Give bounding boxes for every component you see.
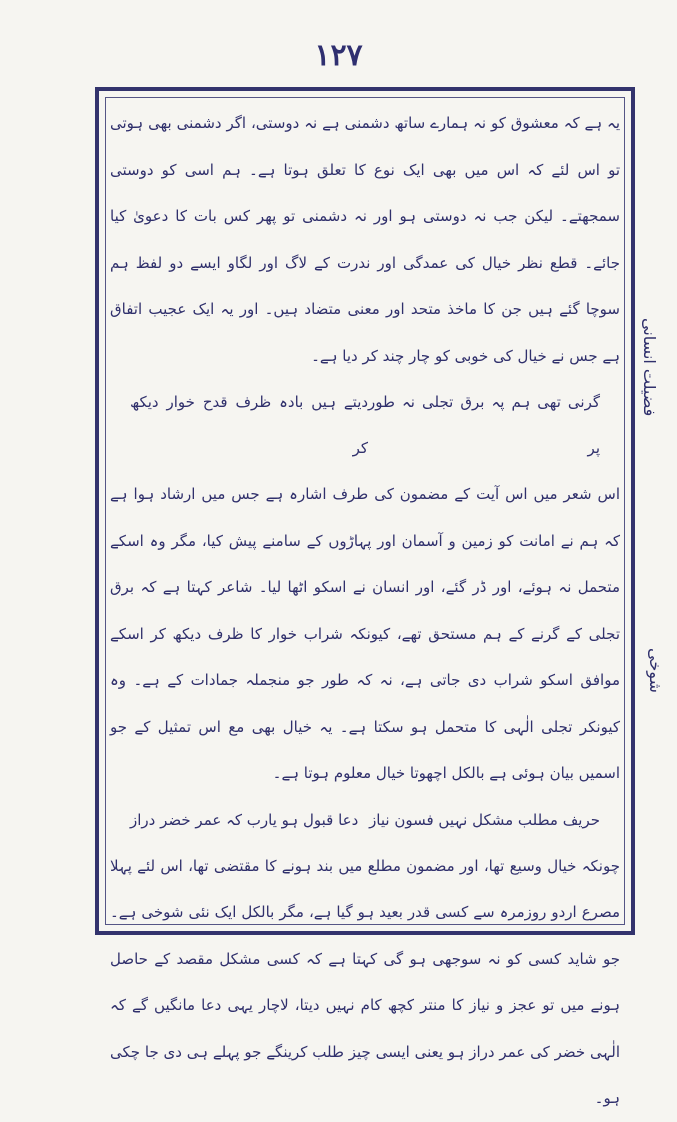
paragraph-3: چونکہ خیال وسیع تھا، اور مضمون مطلع میں بند ہونے کا مقتضی تھا، اس لئے پہلا مصرع اردو روزمرہ سے کسی قدر بعید ہو گیا ہے، مگر بالکل ایک نئی شوخی ہے۔ جو شاید کسی کو نہ سوجھی ہو گی کہتا ہے کہ کسی مشکل مقصد کے حاصل ہونے میں تو عجز و نیاز کا منتر کچھ کام نہیں دیتا، لاچار یہی دعا مانگیں گے کہ الٰہی خضر کی عمر دراز ہو یعنی ایسی چیز طلب کرینگے جو پہلے ہی دی جا چکی ہو۔ (110, 856, 620, 1107)
margin-note-1: فضیلت انسانی (640, 318, 659, 417)
couplet-2 (110, 797, 620, 843)
paragraph-1: یہ ہے کہ معشوق کو نہ ہمارے ساتھ دشمنی ہے نہ دوستی، اگر دشمنی بھی ہوتی تو اس لئے کہ اس میں بھی ایک نوع کا تعلق ہوتا ہے۔ ہم اسی کو دوستی سمجھتے۔ لیکن جب نہ دوستی ہو اور نہ دشمنی تو پھر کس بات کا دعویٰ کیا جائے۔ قطع نظر خیال کی عمدگی اور ندرت کے لاگ اور لگاو ایسے دو لفظ ہم سوچا گئے ہیں جن کا ماخذ متحد اور معنی متضاد ہیں۔ اور یہ ایک عجیب اتفاق ہے جس نے خیال کی خوبی کو چار چند کر دیا ہے۔ (110, 114, 620, 365)
couplet-2-second-line: دعا قبول ہو یارب کہ عمر خضر دراز (130, 810, 359, 829)
couplet-1-first-line: گرنی تھی ہم پہ برق تجلی نہ طور پر (368, 393, 600, 457)
couplet-1-second-line: دیتے ہیں بادہ ظرف قدح خوار دیکھ کر (130, 393, 369, 457)
couplet-1 (110, 379, 620, 471)
page-number: ۱۲۷ (314, 38, 363, 73)
page-body (110, 100, 620, 1122)
margin-note-2: شوخی (646, 648, 665, 693)
couplet-2-first-line: حریف مطلب مشکل نہیں فسون نیاز (369, 810, 600, 829)
paragraph-2: اس شعر میں اس آیت کے مضمون کی طرف اشارہ ہے جس میں ارشاد ہوا ہے کہ ہم نے امانت کو زمین و آسمان اور پہاڑوں کے سامنے پیش کیا، مگر وہ اسکے متحمل نہ ہوئے، اور ڈر گئے، اور انسان نے اسکو اٹھا لیا۔ شاعر کہتا ہے کہ برق تجلی کے گرنے کے ہم مستحق تھے، کیونکہ شراب خوار کا ظرف دیکھ کر اسکے موافق اسکو شراب دی جاتی ہے، نہ کہ طور جو منجملہ جمادات کے ہے۔ وہ کیونکر تجلی الٰہی کا متحمل ہو سکتا ہے۔ یہ خیال بھی مع اس تمثیل کے جو اسمیں بیان ہوئی ہے بالکل اچھوتا خیال معلوم ہوتا ہے۔ (110, 485, 620, 782)
